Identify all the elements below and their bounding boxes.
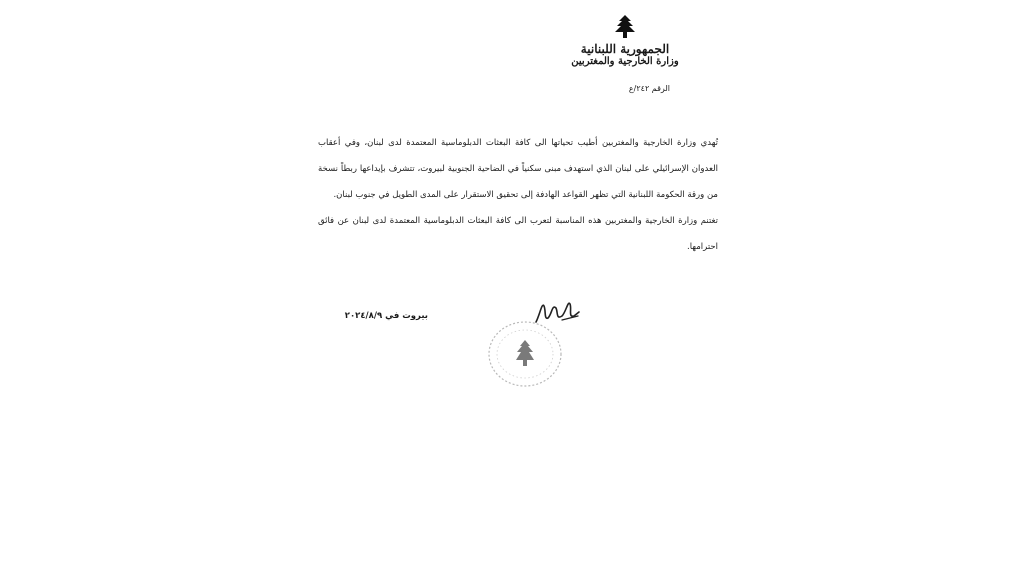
official-seal-icon <box>485 318 565 390</box>
place-date: بيروت في ٢٠٢٤/٨/٩ <box>344 311 428 321</box>
reference-number: الرقم ٢٤٢/ع <box>628 84 670 93</box>
republic-name: الجمهورية اللبنانية <box>580 42 670 56</box>
paragraph-main: تُهدي وزارة الخارجية والمغتربين أطيب تحياتها الى كافة البعثات الدبلوماسية المعتمدة لدى لبنان، وفي أعقاب العدوان الإسرائيلي على لبنان الذي استهدف مبنى سكنياً في الضاحية الجنوبية لبيروت، تتشرف بإيداعها ربطاً نسخة من ورقة الحكومة اللبنانية التي تظهر القواعد الهادفة إلى تحقيق الاستقرار على المدى الطويل في جنوب لبنان. <box>318 138 718 200</box>
ministry-name: وزارة الخارجية والمغتربين <box>571 56 679 67</box>
letter-body <box>318 130 718 260</box>
letterhead <box>570 14 680 68</box>
cedar-tree-icon <box>612 14 638 40</box>
paragraph-closing: تغتنم وزارة الخارجية والمغتربين هذه المناسبة لتعرب الى كافة البعثات الدبلوماسية المعتمدة لدى لبنان عن فائق احترامها. <box>318 216 718 252</box>
